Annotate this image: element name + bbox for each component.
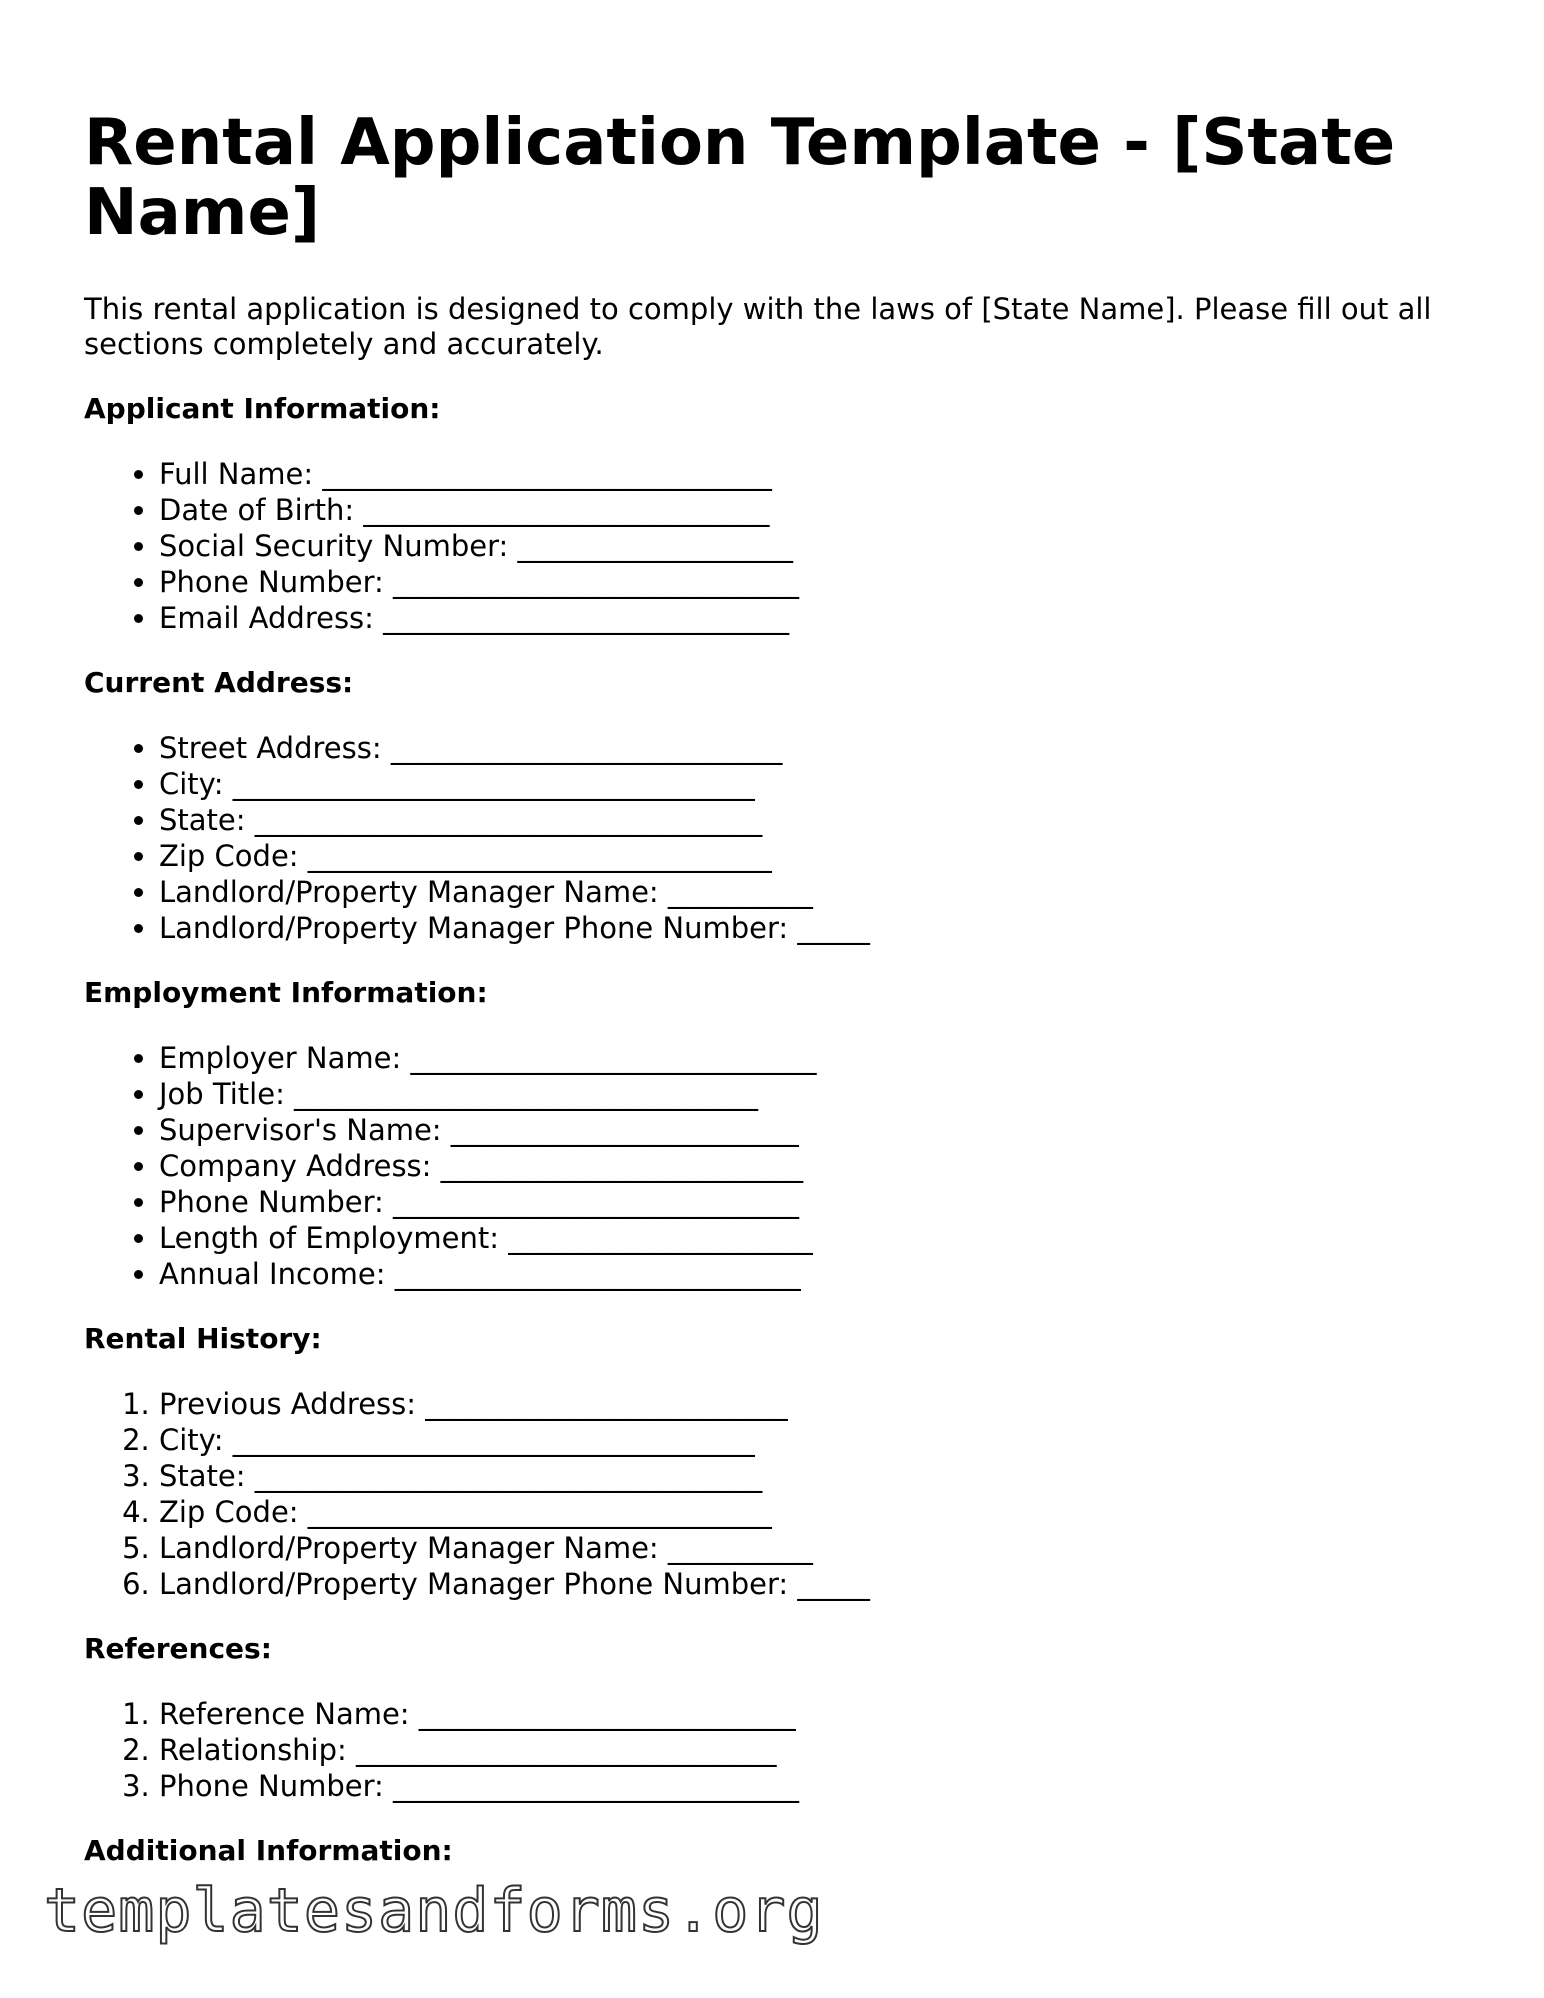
list-item: • Zip Code: ________________________________	[159, 838, 1464, 874]
list-item: • State: ___________________________________	[159, 802, 1464, 838]
list-item: • Social Security Number: ___________________	[159, 528, 1464, 564]
list-item: 2. Relationship: _____________________________	[159, 1732, 1464, 1768]
list-item: • Street Address: ___________________________	[159, 730, 1464, 766]
list-item: • Annual Income: ____________________________	[159, 1256, 1464, 1292]
section-heading-additional-information: Additional Information:	[84, 1834, 453, 1867]
list-item: 2. City: ____________________________________	[159, 1422, 1464, 1458]
list-item: 3. State: ___________________________________	[159, 1458, 1464, 1494]
intro-paragraph: This rental application is designed to comply with the laws of [State Name]. Please fill out all sections completely and accurately.	[84, 292, 1432, 361]
list-item: 3. Phone Number: ____________________________	[159, 1768, 1464, 1804]
section-heading-applicant-information: Applicant Information:	[84, 392, 441, 425]
list-item: • Company Address: _________________________	[159, 1148, 1464, 1184]
document-page	[84, 108, 1464, 1868]
list-item: • Employer Name: ____________________________	[159, 1040, 1464, 1076]
section-heading-rental-history: Rental History:	[84, 1322, 322, 1355]
list-item: • Job Title: ________________________________	[159, 1076, 1464, 1112]
list-item: 6. Landlord/Property Manager Phone Number: _____	[159, 1566, 1464, 1602]
list-item: • Full Name: _______________________________	[159, 456, 1464, 492]
section-heading-references: References:	[84, 1632, 272, 1665]
section-heading-employment-information: Employment Information:	[84, 976, 488, 1009]
list-item: 1. Previous Address: _________________________	[159, 1386, 1464, 1422]
list-item: • Date of Birth: ____________________________	[159, 492, 1464, 528]
list-item: • Landlord/Property Manager Name: __________	[159, 874, 1464, 910]
employment-information-list	[84, 1040, 1464, 1292]
list-item: 1. Reference Name: __________________________	[159, 1696, 1464, 1732]
rental-history-list	[84, 1386, 1464, 1602]
list-item: • Length of Employment: _____________________	[159, 1220, 1464, 1256]
list-item: • Supervisor's Name: ________________________	[159, 1112, 1464, 1148]
page-title: Rental Application Template - [State Name]	[84, 106, 1396, 250]
list-item: • Landlord/Property Manager Phone Number: _____	[159, 910, 1464, 946]
list-item: • Email Address: ____________________________	[159, 600, 1464, 636]
list-item: • Phone Number: ____________________________	[159, 1184, 1464, 1220]
watermark: templatesandforms.org	[44, 1876, 824, 1946]
list-item: • City: ____________________________________	[159, 766, 1464, 802]
list-item: 5. Landlord/Property Manager Name: __________	[159, 1530, 1464, 1566]
list-item: 4. Zip Code: ________________________________	[159, 1494, 1464, 1530]
section-heading-current-address: Current Address:	[84, 666, 354, 699]
applicant-information-list	[84, 456, 1464, 636]
list-item: • Phone Number: ____________________________	[159, 564, 1464, 600]
current-address-list	[84, 730, 1464, 946]
references-list	[84, 1696, 1464, 1804]
